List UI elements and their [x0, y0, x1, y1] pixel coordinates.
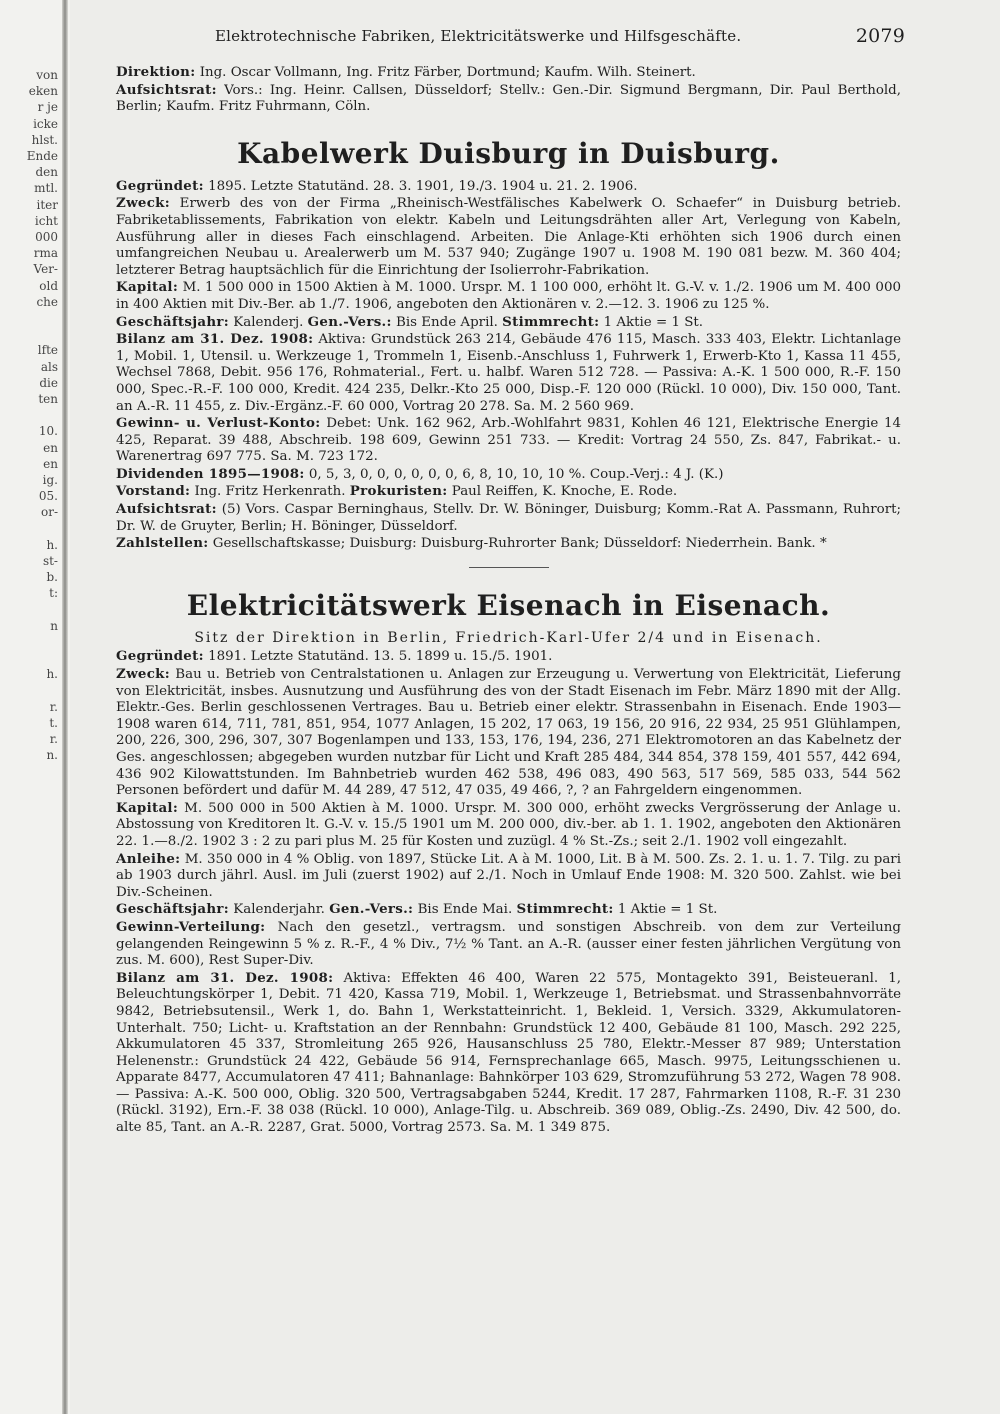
field-label: Direktion: — [116, 64, 196, 80]
adjacent-page-margin — [0, 0, 70, 1414]
kabelwerk-paragraph — [116, 195, 901, 279]
field-label: Stimmrecht: — [502, 313, 600, 330]
field-label: Zahlstellen: — [116, 535, 209, 552]
gutter-fragment: n. — [46, 748, 58, 763]
page-fold-shadow — [62, 0, 68, 1414]
gutter-fragment: lfte — [37, 343, 58, 358]
gutter-fragment: 05. — [38, 489, 58, 504]
eisenach-paragraph — [116, 800, 901, 851]
running-title: Elektrotechnische Fabriken, Elektricitätswerke und Hilfsgeschäfte. — [215, 27, 742, 45]
field-text: 0, 5, 3, 0, 0, 0, 0, 0, 0, 6, 8, 10, 10, 10 %. Coup.-Verj.: 4 J. (K.) — [304, 466, 724, 482]
field-text: M. 350 000 in 4 % Oblig. von 1897, Stücke Lit. A à M. 1000, Lit. B à M. 500. Zs. 2. 1. u. 1. 7. Tilg. zu pari ab 1903 durch jährl. Ausl. im Juli (zuerst 1902) auf 2./1. Noch in Umlauf Ende 1908: M. 320 500. Zahlst. wie bei Div.-Scheinen. — [116, 851, 901, 900]
field-text: 1895. Letzte Statutänd. 28. 3. 1901, 19./3. 1904 u. 21. 2. 1906. — [203, 178, 638, 194]
field-label: Bilanz am 31. Dez. 1908: — [116, 331, 314, 348]
field-label: Gegründet: — [116, 177, 204, 194]
field-label: Bilanz am 31. Dez. 1908: — [116, 969, 334, 986]
kabelwerk-paragraph — [116, 466, 901, 484]
gutter-fragment: iter — [36, 197, 58, 212]
field-text: Paul Reiffen, K. Knoche, E. Rode. — [447, 484, 678, 500]
running-header — [215, 27, 905, 45]
field-label: Aufsichtsrat: — [116, 501, 217, 518]
field-label: Gen.-Vers.: — [329, 901, 414, 918]
field-label: Gewinn-Verteilung: — [116, 918, 266, 935]
kabelwerk-paragraph — [116, 331, 901, 415]
gutter-fragment: 10. — [38, 424, 58, 439]
gutter-fragment: r je — [37, 100, 58, 115]
page-number: 2079 — [855, 25, 905, 47]
gutter-fragment: t. — [49, 716, 58, 730]
field-text: M. 500 000 in 500 Aktien à M. 1000. Urspr. M. 300 000, erhöht zwecks Vergrösserung der Anlage u. Abstossung von Kreditoren lt. G.-V. v. 15./5 1901 um M. 200 000, div.-ber. ab 1. 1. 1902, angeboten den Aktionären 22. 1.—8./2. 1902 3 : 2 zu pari plus M. 25 für Kosten und zuzügl. 4 % St.-Zs.; seit 2./1. 1902 voll eingezahlt. — [116, 800, 901, 849]
field-text: Nach den gesetzl., vertragsm. und sonstigen Abschreib. von dem zur Verteilung gelangenden Reingewinn 5 % z. R.-F., 4 % Div., 7½ % Tant. an A.-R. (ausser einer festen jährlichen Vergütung von zus. M. 600), Rest Super-Div. — [116, 919, 901, 969]
gutter-fragment: b. — [46, 570, 58, 585]
page-content — [116, 64, 901, 1137]
field-label: Kapital: — [116, 799, 179, 816]
gutter-fragment: mtl. — [34, 181, 58, 196]
gutter-fragment: ig. — [42, 473, 58, 487]
company-subtitle-eisenach: Sitz der Direktion in Berlin, Friedrich-Karl-Ufer 2/4 und in Eisenach. — [194, 629, 823, 646]
eisenach-paragraph — [116, 919, 901, 970]
field-text: (5) Vors. Caspar Berninghaus, Stellv. Dr. W. Böninger, Duisburg; Komm.-Rat A. Passmann, Ruhrort; Dr. W. de Gruyter, Berlin; H. Böninger, Düsseldorf. — [116, 502, 901, 534]
company-title-eisenach: Elektricitätswerk Eisenach in Eisenach. — [186, 588, 831, 622]
gutter-fragment: die — [39, 375, 58, 390]
field-text: Aktiva: Grundstück 263 214, Gebäude 476 115, Masch. 333 403, Elektr. Lichtanlage 1, Mobil. 1, Utensil. u. Werkzeuge 1, Trommeln 1, Eisenb.-Anschluss 1, Fuhrwerk 1, Erwerb-Kto 1, Kassa 11 455, Wechsel 7868, Debit. 956 176, Rohmaterial., Fert. u. halbf. Waren 512 728. — Passiva: A.-K. 1 500 000, R.-F. 150 000, Spec.-R.-F. 100 000, Kredit. 424 235, Delkr.-Kto 25 000, Disp.-F. 120 000 (Rückl. 10 000), Div. 150 000, Tant. an A.-R. 11 455, z. Div.-Ergänz.-F. 60 000, Vortrag 20 278. Sa. M. 2 560 969. — [116, 332, 901, 414]
eisenach-paragraph — [116, 851, 901, 902]
eisenach-paragraph — [116, 901, 901, 919]
gutter-fragment: che — [36, 294, 58, 309]
intro-section — [116, 64, 901, 116]
field-label: Vorstand: — [116, 483, 191, 500]
field-text: Bis Ende April. — [391, 314, 503, 330]
field-text: Ing. Fritz Herkenrath. — [190, 484, 350, 500]
field-label: Aufsichtsrat: — [116, 81, 217, 98]
field-label: Kapital: — [116, 279, 179, 296]
field-label: Geschäftsjahr: — [116, 313, 229, 330]
gutter-fragment: en — [43, 456, 58, 471]
gutter-fragment: st- — [42, 554, 58, 568]
field-label: Gegründet: — [116, 648, 204, 665]
gutter-fragment: als — [40, 359, 58, 374]
field-label: Geschäftsjahr: — [116, 901, 229, 918]
field-text: 1 Aktie = 1 St. — [599, 314, 704, 330]
field-text: Bau u. Betrieb von Centralstationen u. Anlagen zur Erzeugung u. Verwertung von Elektricität, Lieferung von Elektricität, insbes. Ausnutzung und Ausführung des von der Stadt Eisenach im Febr. März 1890 mit der Allg. Elektr.-Ges. Berlin geschlossenen Vertrages. Bau u. Betrieb einer elektr. Strassenbahn in Eisenach. Ende 1903—1908 waren 614, 711, 781, 851, 954, 1077 Anlagen, 15 202, 17 063, 19 156, 20 916, 22 934, 25 951 Glühlampen, 200, 226, 300, 296, 307, 307 Bogenlampen und 133, 153, 176, 194, 236, 271 Elektromotoren an das Kabelnetz der Ges. angeschlossen; abgegeben wurden nutzbar für Licht und Kraft 285 484, 344 854, 378 159, 401 557, 442 694, 436 902 Kilowattstunden. Im Bahnbetrieb wurden 462 538, 496 083, 490 563, 517 569, 585 033, 544 562 Personen befördert und dafür M. 44 289, 47 512, 47 035, 49 466, ?, ? an Fahrgeldern eingenommen. — [116, 667, 901, 799]
company-section-eisenach — [116, 648, 901, 1136]
field-label: Dividenden 1895—1908: — [116, 465, 305, 482]
field-label: Prokuristen: — [349, 483, 448, 500]
eisenach-paragraph — [116, 648, 901, 666]
kabelwerk-paragraph — [116, 535, 901, 553]
field-text: Aktiva: Effekten 46 400, Waren 22 575, Montagekto 391, Beisteueranl. 1, Beleuchtungskörper 1, Debit. 71 420, Kassa 719, Mobil. 1, Werkzeuge 1, Betriebsmat. und Strassenbahnvorräte 9842, Betriebsutensil., Werk 1, do. Bahn 1, Werkstatteinricht. 1, Bekleid. 1, Versich. 3329, Akkumulatoren-Unterhalt. 750; Licht- u. Kraftstation an der Rennbahn: Grundstück 12 400, Gebäude 81 100, Masch. 292 225, Akkumulatoren 45 337, Stromleitung 265 926, Hausanschluss 25 780, Elektr.-Messer 87 989; Unterstation Helenenstr.: Grundstück 24 422, Gebäude 56 914, Fernsprechanlage 665, Masch. 9975, Leitungsschienen u. Apparate 8477, Accumulatoren 47 411; Bahnanlage: Bahnkörper 103 629, Stromzuführung 53 272, Wagen 78 908. — Passiva: A.-K. 500 000, Oblig. 320 500, Vertragsabgaben 5244, Kredit. 17 287, Fahrmarken 1108, R.-F. 31 230 (Rückl. 3192), Ern.-F. 38 038 (Rückl. 10 000), Anlage-Tilg. u. Abschreib. 369 089, Oblig.-Zs. 2490, Div. 42 500, do. alte 85, Tant. an A.-R. 2287, Grat. 5000, Vortrag 2573. Sa. M. 1 349 875. — [116, 970, 902, 1136]
field-label: Stimmrecht: — [516, 901, 614, 918]
intro-paragraph — [116, 82, 901, 116]
gutter-fragment: Ver- — [33, 262, 58, 277]
gutter-fragment: or- — [40, 505, 58, 520]
gutter-fragment: 000 — [35, 230, 58, 244]
gutter-fragment: r. — [49, 732, 58, 747]
gutter-fragment: old — [39, 278, 58, 293]
field-text: 1891. Letzte Statutänd. 13. 5. 1899 u. 15./5. 1901. — [203, 649, 553, 665]
gutter-fragment: den — [35, 165, 58, 180]
field-text: M. 1 500 000 in 1500 Aktien à M. 1000. Urspr. M. 1 100 000, erhöht lt. G.-V. v. 1./2. 1906 um M. 400 000 in 400 Aktien mit Div.-Ber. ab 1./7. 1906, angeboten den Aktionären v. 2.—12. 3. 1906 zu 125 %. — [116, 280, 901, 312]
field-label: Anleihe: — [116, 850, 181, 867]
gutter-fragment: h. — [46, 537, 58, 552]
field-text: Erwerb des von der Firma „Rheinisch-Westfälisches Kabelwerk O. Schaefer“ in Duisburg betrieb. Fabriketablissements, Fabrikation von elektr. Kabeln und Leitungsdrähten aller Art, Verlegung von Kabeln, Ausführung aller in dieses Fach einschlagend. Arbeiten. Die Anlage-Kti erhöhten sich 1906 durch einen umfangreichen Neubau u. Arealerwerb um M. 537 940; Zugänge 1907 u. 1908 M. 190 081 bezw. M. 360 404; letzterer Betrag hauptsächlich für die Einrichtung der Isolierrohr-Fabrikation. — [116, 196, 901, 278]
intro-paragraph — [116, 64, 901, 82]
kabelwerk-paragraph — [116, 415, 901, 466]
company-section-kabelwerk — [116, 178, 901, 553]
gutter-fragment: en — [43, 440, 58, 455]
gutter-fragment: hlst. — [31, 132, 58, 147]
gutter-fragment: h. — [46, 667, 58, 682]
field-text: Kalenderjahr. — [229, 902, 330, 918]
company-title-kabelwerk: Kabelwerk Duisburg in Duisburg. — [237, 136, 780, 170]
kabelwerk-paragraph — [116, 501, 901, 535]
field-text: Ing. Oscar Vollmann, Ing. Fritz Färber, Dortmund; Kaufm. Wilh. Steinert. — [195, 65, 696, 80]
section-divider — [469, 567, 549, 568]
gutter-fragment: icke — [33, 116, 58, 131]
field-text: 1 Aktie = 1 St. — [613, 902, 718, 918]
kabelwerk-paragraph — [116, 279, 901, 313]
kabelwerk-paragraph — [116, 178, 901, 196]
field-label: Gen.-Vers.: — [307, 313, 392, 330]
gutter-fragment: rma — [33, 246, 58, 261]
field-label: Gewinn- u. Verlust-Konto: — [116, 415, 321, 432]
field-text: Debet: Unk. 162 962, Arb.-Wohlfahrt 9831, Kohlen 46 121, Elektrische Energie 14 425, Reparat. 39 488, Abschreib. 198 609, Gewinn 251 733. — Kredit: Vortrag 24 550, Zs. 847, Fabrikat.- u. Warenertrag 697 775. Sa. M. 723 172. — [116, 416, 901, 465]
field-text: Vors.: Ing. Heinr. Callsen, Düsseldorf; Stellv.: Gen.-Dir. Sigmund Bergmann, Dir. Paul Berthold, Berlin; Kaufm. Fritz Fuhrmann, Cöln. — [116, 82, 901, 115]
eisenach-paragraph — [116, 666, 901, 800]
field-label: Zweck: — [116, 666, 170, 683]
eisenach-paragraph — [116, 970, 901, 1137]
field-text: Gesellschaftskasse; Duisburg: Duisburg-Ruhrorter Bank; Düsseldorf: Niederrhein. Bank. * — [208, 536, 827, 552]
kabelwerk-paragraph — [116, 483, 901, 501]
gutter-fragment: t: — [49, 586, 58, 601]
gutter-fragment: n — [50, 618, 58, 633]
gutter-fragment: r. — [49, 699, 58, 714]
field-text: Kalenderj. — [229, 314, 308, 330]
field-text: Bis Ende Mai. — [413, 902, 517, 918]
gutter-fragment: Ende — [26, 149, 58, 163]
field-label: Zweck: — [116, 195, 170, 212]
gutter-fragment: von — [36, 68, 58, 82]
kabelwerk-paragraph — [116, 314, 901, 332]
gutter-fragment: eken — [28, 84, 58, 99]
gutter-fragment: ten — [38, 392, 58, 406]
gutter-fragment: icht — [34, 213, 58, 228]
